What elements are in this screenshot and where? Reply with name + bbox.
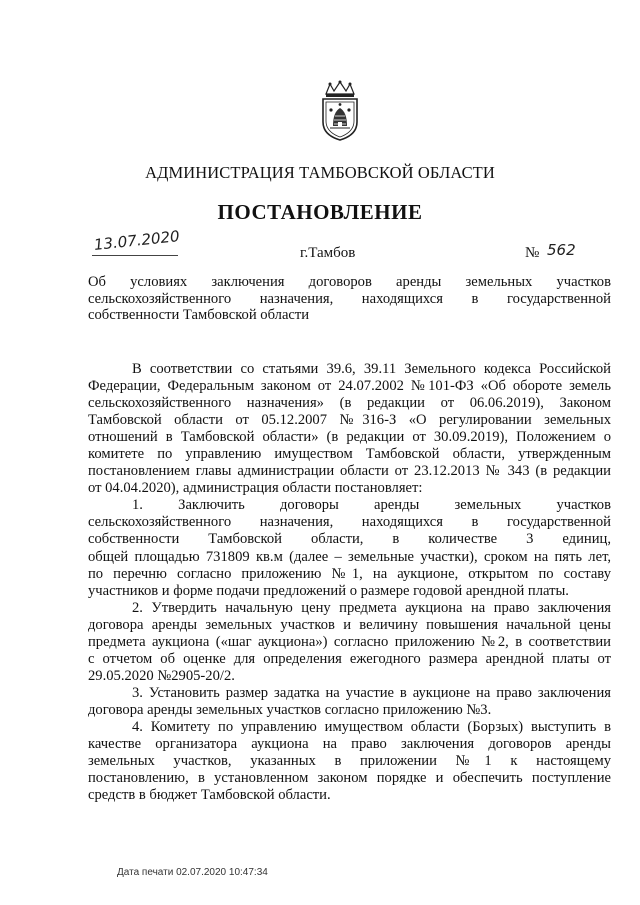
subject-line: Об условиях заключения договоров аренды земельных участков [88,274,611,290]
date-underline [92,255,178,256]
body-line: комитете по управлению имуществом Тамбовской области, утвержденным [88,446,611,463]
clause-1-line: собственности Тамбовской области, в количестве 3 единиц, [88,531,611,548]
handwritten-date: 13.07.2020 [93,227,181,254]
clause-1-line: по перечню согласно приложению №1, на аукционе, открытом по составу [88,565,611,582]
body-line: отношений в Тамбовской области» (в редакции от 30.09.2019), Положением о [88,429,611,446]
clause-4-line: земельных участков, указанных в приложении №1 к настоящему [88,753,611,770]
clause-3-line: договора аренды земельных участков согласно приложению №3. [88,701,492,718]
body-line: Федерации, Федеральным законом от 24.07.2002 №101-ФЗ «Об обороте земель [88,378,611,395]
clause-1-line: участников и форме подачи предложений о размере годовой арендной платы. [88,582,569,599]
body-line: постановлением главы администрации области от 23.12.2013 № 343 (в редакции [88,463,611,480]
handwritten-document-number: 562 [547,241,576,259]
agency-name: АДМИНИСТРАЦИЯ ТАМБОВСКОЙ ОБЛАСТИ [145,163,495,182]
clause-4-line: постановлению, в установленном законом порядке и обеспечить поступление [88,770,611,787]
clause-3-line: 3. Установить размер задатка на участие в аукционе на право заключения [132,684,611,701]
document-type-title: ПОСТАНОВЛЕНИЕ [217,200,423,224]
coat-of-arms-emblem [318,80,362,142]
body-line: от 04.04.2020), администрация области постановляет: [88,480,423,497]
print-date-footer: Дата печати 02.07.2020 10:47:34 [117,867,268,878]
clause-2-line: договора аренды земельных участков и величину повышения начальной цены [88,616,611,633]
document-number-label: № [525,245,540,261]
clause-1-line: сельскохозяйственного назначения, находящихся в государственной [88,514,611,531]
subject-line: собственности Тамбовской области [88,307,310,323]
body-line: сельскохозяйственного назначения» (в редакции от 06.06.2019), Законом [88,395,611,412]
clause-4-line: 4. Комитету по управлению имуществом области (Борзых) выступить в [132,718,611,735]
body-line: Тамбовской области от 05.12.2007 №316-З «О регулировании земельных [88,412,611,429]
document-subject [88,274,611,324]
subject-line: сельскохозяйственного назначения, находящихся в государственной [88,290,611,307]
clause-2-line: предмета аукциона («шаг аукциона») согласно приложению №2, в соответствии [88,633,611,650]
body-line: В соответствии со статьями 39.6, 39.11 Земельного кодекса Российской [132,361,611,377]
clause-2-line: 29.05.2020 №2905-20/2. [88,667,235,684]
clause-4-line: средств в бюджет Тамбовской области. [88,787,331,804]
clause-1-line: 1. Заключить договоры аренды земельных участков [132,497,611,514]
clause-2-line: с отчетом об оценке для определения ежегодного размера арендной платы от [88,650,611,667]
clause-1-line: общей площадью 731809 кв.м (далее – земельные участки), сроком на пять лет, [88,548,611,565]
document-body [88,361,611,804]
city-name: г.Тамбов [300,245,356,261]
clause-2-line: 2. Утвердить начальную цену предмета аукциона на право заключения [132,599,611,616]
clause-4-line: качестве организатора аукциона на право заключения договоров аренды [88,736,611,753]
